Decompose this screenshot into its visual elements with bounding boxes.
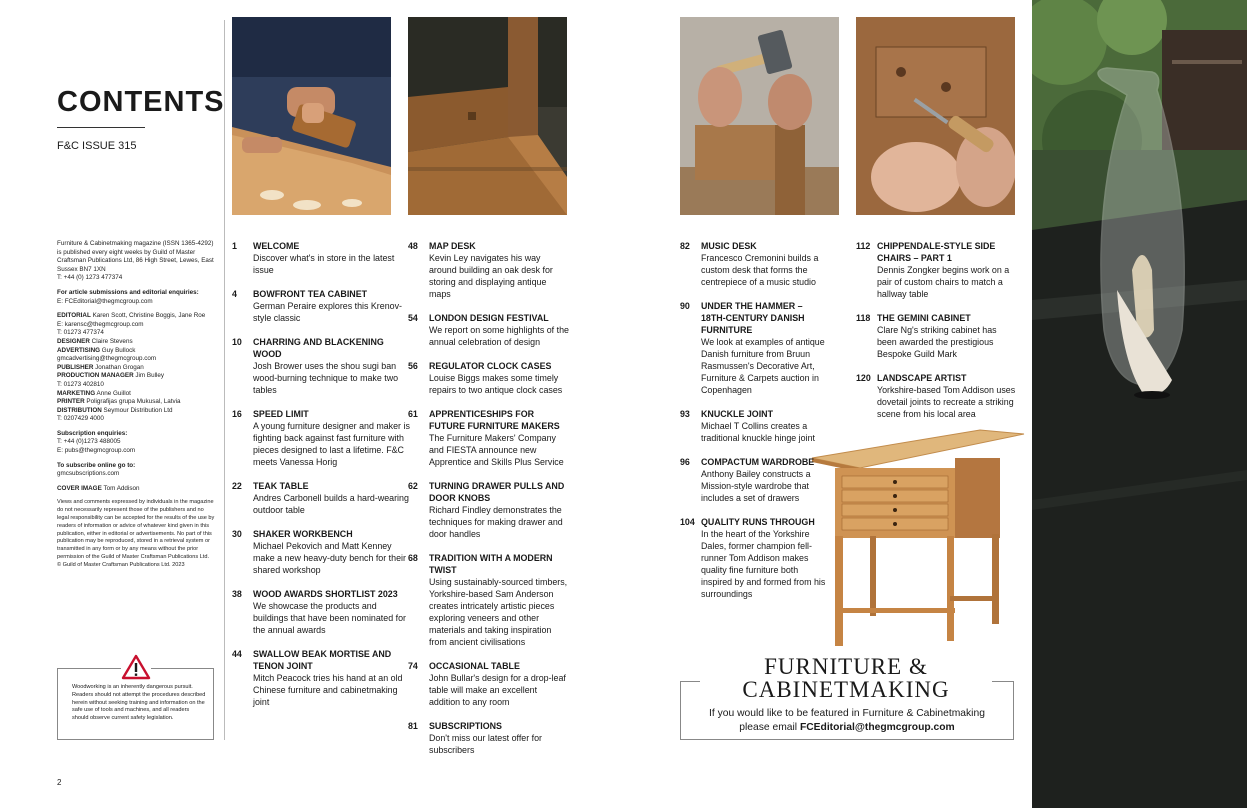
banner-text-1: If you would like to be featured in Furniture & Cabinetmaking (709, 708, 985, 719)
entry-page-number: 48 (408, 241, 418, 251)
entry-page-number: 81 (408, 721, 418, 731)
entry-heading: UNDER THE HAMMER – 18TH-CENTURY DANISH FURNITURE (701, 301, 805, 335)
imprint (57, 240, 217, 576)
warning-icon (121, 654, 151, 680)
entry-page-number: 54 (408, 313, 418, 323)
contents-entry[interactable] (232, 528, 411, 576)
contents-entry[interactable] (232, 408, 411, 468)
entry-description: We report on some highlights of the annual celebration of design (429, 325, 569, 347)
contents-entry[interactable] (232, 288, 411, 324)
copyright: © Guild of Master Craftsman Publications Ltd. 2023 (57, 561, 185, 568)
entry-page-number: 56 (408, 361, 418, 371)
distribution-tel: T: 0207429 4000 (57, 415, 104, 423)
entry-page-number: 82 (680, 241, 690, 251)
entry-heading: QUALITY RUNS THROUGH (701, 517, 815, 527)
cover-label: COVER IMAGE (57, 484, 102, 492)
entry-heading: SPEED LIMIT (253, 409, 309, 419)
distribution-label: DISTRIBUTION (57, 406, 102, 414)
advertising-label: ADVERTISING (57, 346, 101, 354)
marketing-label: MARKETING (57, 389, 96, 397)
contents-entry[interactable] (680, 408, 829, 444)
entry-heading: LANDSCAPE ARTIST (877, 373, 967, 383)
photo-hand-plane (232, 17, 391, 215)
advertising-email: gmcadvertising@thegmcgroup.com (57, 355, 157, 363)
entry-heading: OCCASIONAL TABLE (429, 661, 520, 671)
entry-page-number: 93 (680, 409, 690, 419)
editorial-email: E: karensc@thegmcgroup.com (57, 320, 144, 328)
entry-description: Andres Carbonell builds a hard-wearing outdoor table (253, 493, 409, 515)
contents-entry[interactable] (856, 372, 1017, 420)
entry-description: Michael T Collins creates a traditional knuckle hinge joint (701, 421, 815, 443)
contents-entry[interactable] (232, 336, 411, 396)
contents-entry[interactable] (680, 456, 829, 504)
map-desk-illustration (810, 428, 1026, 650)
editorial-label: EDITORIAL (57, 312, 91, 320)
entry-description: Discover what's in store in the latest issue (253, 253, 395, 275)
entry-description: Louise Biggs makes some timely repairs to two antique clock cases (429, 373, 563, 395)
entry-page-number: 30 (232, 529, 242, 539)
entry-heading: TEAK TABLE (253, 481, 309, 491)
entry-description: Mitch Peacock tries his hand at an old Chinese furniture and cabinetmaking joint (253, 673, 403, 707)
logo-line-2: CABINETMAKING (742, 677, 950, 702)
entry-page-number: 74 (408, 661, 418, 671)
title-rule (57, 127, 145, 128)
entry-description: In the heart of the Yorkshire Dales, former champion fell-runner Tom Addison makes quality fine furniture both inspired by and formed from his surroundings (701, 529, 826, 599)
entry-heading: SUBSCRIPTIONS (429, 721, 502, 731)
entry-heading: REGULATOR CLOCK CASES (429, 361, 552, 371)
entry-description: Josh Brower uses the shou sugi ban wood-burning technique to make two tables (253, 361, 399, 395)
contents-entry[interactable] (232, 648, 411, 708)
subscription-email: E: pubs@thegmcgroup.com (57, 447, 136, 455)
online-heading: To subscribe online go to: (57, 461, 136, 469)
entry-heading: KNUCKLE JOINT (701, 409, 773, 419)
submissions-email: E: FCEditorial@thegmcgroup.com (57, 297, 153, 305)
issue-label: F&C ISSUE 315 (57, 140, 137, 152)
photo-chisel-knuckle (856, 17, 1015, 215)
entry-heading: SHAKER WORKBENCH (253, 529, 353, 539)
page-number: 2 (57, 778, 62, 787)
contents-entry[interactable] (408, 480, 569, 540)
distribution-name: Seymour Distribution Ltd (103, 406, 173, 414)
designer-label: DESIGNER (57, 337, 90, 345)
photo-hammer-joint (680, 17, 839, 215)
entry-heading: MAP DESK (429, 241, 476, 251)
safety-text: Woodworking is an inherently dangerous pursuit. Readers should not attempt the procedures described herein without seeking training and information on the safe use of tools and machines, and all readers should observe current safety legislation. (72, 684, 206, 722)
imprint-tel: T: +44 (0) 1273 477374 (57, 274, 123, 282)
publisher-name: Jonathan Grogan (95, 363, 144, 371)
cover-credit: Tom Addison (103, 484, 140, 492)
entry-page-number: 118 (856, 313, 871, 323)
entry-description: Richard Findley demonstrates the techniques for making drawer and door handles (429, 505, 563, 539)
contents-entry[interactable] (408, 720, 569, 756)
marketing-name: Anne Guillot (96, 389, 131, 397)
entry-heading: APPRENTICESHIPS FOR FUTURE FURNITURE MAKERS (429, 409, 560, 431)
contents-entry[interactable] (408, 312, 569, 348)
entry-heading: CHARRING AND BLACKENING WOOD (253, 337, 384, 359)
entry-description: Dennis Zongker begins work on a pair of custom chairs to match a hallway table (877, 265, 1010, 299)
entry-page-number: 16 (232, 409, 242, 419)
entry-page-number: 112 (856, 241, 871, 251)
contents-entry[interactable] (680, 240, 829, 288)
entry-description: Clare Ng's striking cabinet has been awarded the prestigious Bespoke Guild Mark (877, 325, 997, 359)
production-tel: T: 01273 402810 (57, 380, 104, 388)
subscription-heading: Subscription enquiries: (57, 429, 128, 437)
entry-description: Yorkshire-based Tom Addison uses dovetail joints to recreate a striking scene from his local area (877, 385, 1016, 419)
photo-carafe-table (1032, 0, 1247, 808)
entry-page-number: 104 (680, 517, 695, 527)
designer-name: Claire Stevens (91, 337, 133, 345)
entry-heading: TRADITION WITH A MODERN TWIST (429, 553, 553, 575)
entry-heading: CHIPPENDALE-STYLE SIDE CHAIRS – PART 1 (877, 241, 996, 263)
contents-entry[interactable] (408, 408, 569, 468)
magazine-logo (700, 655, 992, 701)
imprint-publisher-info: Furniture & Cabinetmaking magazine (ISSN 1365-4292) is published every eight weeks by Guild of Master Craftsman Publications Ltd, 86 High Street, Lewes, East Sussex BN7 1XN (57, 240, 214, 273)
disclaimer: Views and comments expressed by individuals in the magazine do not necessarily represent those of the publishers and no legal responsibility can be accepted for the results of the use by readers of information or advice of whatever kind given in this publication, either in editorial or advertisements. No part of this publication may be reproduced, stored in a retrieval system or transmitted in any form or by any means without the prior permission of the Guild of Master Craftsman Publications Ltd. (57, 499, 215, 561)
contents-entry[interactable] (856, 240, 1017, 300)
entry-page-number: 62 (408, 481, 418, 491)
contents-entry[interactable] (408, 660, 569, 708)
printer-name: Poligrafijas grupa Mukusal, Latvia (86, 398, 181, 406)
contents-entry[interactable] (680, 516, 829, 600)
entry-heading: WOOD AWARDS SHORTLIST 2023 (253, 589, 398, 599)
entry-page-number: 4 (232, 289, 237, 299)
entry-page-number: 10 (232, 337, 242, 347)
entry-page-number: 61 (408, 409, 418, 419)
entry-description: Using sustainably-sourced timbers, Yorkshire-based Sam Anderson creates intricately artistic pieces exploring veneers and other materials and taking inspiration from ancient civilisations (429, 577, 568, 647)
column-divider (224, 20, 225, 740)
printer-label: PRINTER (57, 398, 85, 406)
entry-description: Anthony Bailey constructs a Mission-style wardrobe that includes a set of drawers (701, 469, 811, 503)
production-name: Jim Bulley (135, 372, 165, 380)
publisher-label: PUBLISHER (57, 363, 94, 371)
entry-description: Michael Pekovich and Matt Kenney make a new heavy-duty bench for their shared workshop (253, 541, 406, 575)
entry-heading: COMPACTUM WARDROBE (701, 457, 815, 467)
contents-entry[interactable] (232, 588, 411, 636)
page-title: CONTENTS (57, 86, 225, 118)
entry-description: German Peraire explores this Krenov-style classic (253, 301, 402, 323)
entry-heading: SWALLOW BEAK MORTISE AND TENON JOINT (253, 649, 392, 671)
banner-email[interactable]: FCEditorial@thegmcgroup.com (799, 722, 955, 733)
entry-page-number: 38 (232, 589, 242, 599)
entry-heading: TURNING DRAWER PULLS AND DOOR KNOBS (429, 481, 565, 503)
entry-description: John Bullar's design for a drop-leaf table will make an excellent addition to any room (429, 673, 566, 707)
entry-description: The Furniture Makers' Company and FIESTA announce new Apprentice and Skills Plus Service (429, 433, 564, 467)
contents-entry[interactable] (408, 360, 569, 396)
entry-heading: MUSIC DESK (701, 241, 757, 251)
entry-heading: WELCOME (253, 241, 300, 251)
photo-table-joint (408, 17, 567, 215)
entry-heading: LONDON DESIGN FESTIVAL (429, 313, 549, 323)
online-url: gmcsubscriptions.com (57, 470, 120, 478)
entry-description: Don't miss our latest offer for subscribers (429, 733, 543, 755)
banner-email-prefix: please email (739, 722, 800, 733)
entry-page-number: 120 (856, 373, 871, 383)
contents-entry[interactable] (232, 480, 411, 516)
editorial-names: Karen Scott, Christine Boggis, Jane Roe (92, 312, 206, 320)
entry-description: We showcase the products and buildings that have been nominated for the annual awards (253, 601, 406, 635)
submissions-heading: For article submissions and editorial enquiries: (57, 288, 199, 296)
entry-page-number: 96 (680, 457, 690, 467)
banner-text-2 (682, 722, 1012, 733)
contents-entry[interactable] (408, 240, 569, 300)
production-label: PRODUCTION MANAGER (57, 372, 134, 380)
entry-description: We look at examples of antique Danish furniture from Bruun Rasmussen's Decorative Art, Furniture & Carpets auction in Copenhagen (701, 337, 825, 395)
contents-entry[interactable] (408, 552, 569, 648)
entry-heading: BOWFRONT TEA CABINET (253, 289, 368, 299)
entry-description: Kevin Ley navigates his way around building an oak desk for storing and displaying antique maps (429, 253, 553, 299)
contents-entry[interactable] (856, 312, 1017, 360)
subscription-tel: T: +44 (0)1273 488005 (57, 438, 121, 446)
entry-heading: THE GEMINI CABINET (877, 313, 971, 323)
entry-description: Francesco Cremonini builds a custom desk that forms the centrepiece of a music studio (701, 253, 819, 287)
entry-page-number: 90 (680, 301, 690, 311)
contents-entry[interactable] (232, 240, 411, 276)
entry-description: A young furniture designer and maker is fighting back against fast furniture with pieces designed to last a lifetime. F&C meets Vanessa Horig (253, 421, 410, 467)
entry-page-number: 1 (232, 241, 237, 251)
logo-line-1: FURNITURE & (764, 654, 928, 679)
editorial-tel: T: 01273 477374 (57, 329, 104, 337)
advertising-name: Guy Bullock (101, 346, 136, 354)
contents-entry[interactable] (680, 300, 829, 396)
entry-page-number: 68 (408, 553, 418, 563)
entry-page-number: 44 (232, 649, 242, 659)
entry-page-number: 22 (232, 481, 242, 491)
